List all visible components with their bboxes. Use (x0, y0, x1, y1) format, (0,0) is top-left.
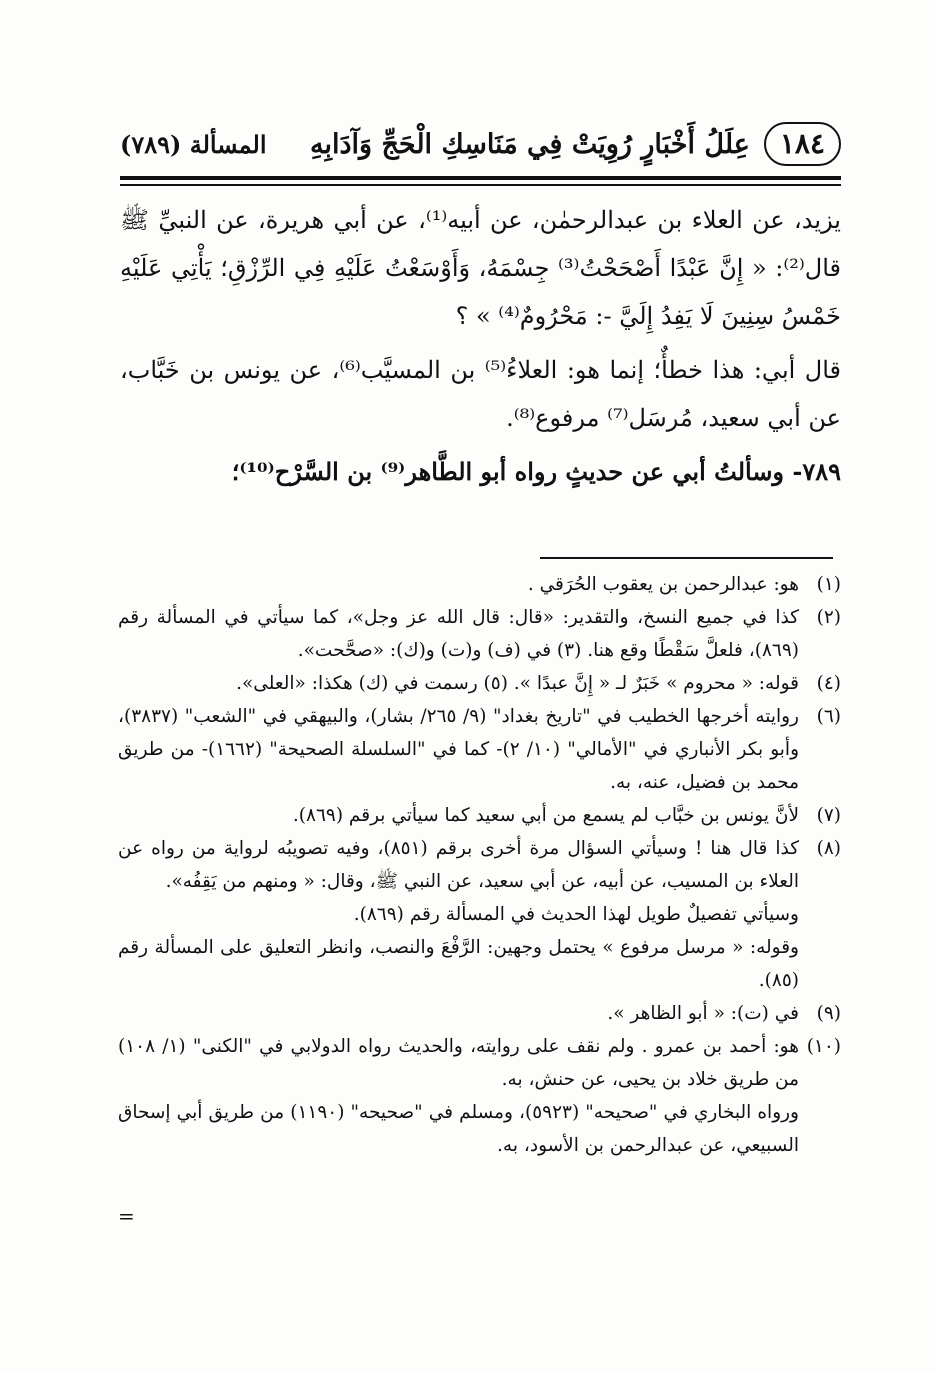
main-text (120, 196, 841, 502)
page-header (120, 118, 841, 170)
issue-number: المسألة (٧٨٩) (120, 129, 267, 159)
header-rule-thick (120, 176, 841, 180)
footnote-text: لأنَّ يونس بن خبَّاب لم يسمع من أبي سعيد كما سيأتي برقم (٨٦٩). (292, 805, 799, 826)
footnote-number: (٤) (816, 673, 841, 694)
footnote-item (118, 799, 841, 832)
footnote-text: قوله: « محروم » خَبَرٌ لـ « إِنَّ عبدًا ». (٥) رسمت في (ك) هكذا: «العلى». (236, 673, 799, 694)
footnote-continuation: ورواه البخاري في "صحيحه" (٥٩٢٣)، ومسلم في "صحيحه" (١١٩٠) من طريق أبي إسحاق السبيعي، عن عبدالرحمن بن الأسود، به. (118, 1102, 799, 1156)
footnote-text: هو: عبدالرحمن بن يعقوب الحُرَقي . (527, 574, 799, 595)
footnote-item (118, 700, 841, 799)
page-number: ١٨٤ (764, 122, 841, 166)
paragraph-1: يزيد، عن العلاء بن عبدالرحمٰن، عن أبيه⁽¹⁾، عن أبي هريرة، عن النبيِّ ﷺ قال⁽²⁾: « إِنَّ عَبْدًا أَصْحَحْتُ⁽³⁾ جِسْمَهُ، وَأَوْسَعْتُ عَلَيْهِ فِي الرِّزْقِ؛ يَأْتِي عَلَيْهِ خَمْسُ سِنِينَ لَا يَفِدُ إِلَيَّ -: مَحْرُومٌ⁽⁴⁾ » ؟ (120, 206, 841, 330)
footnote-item (118, 601, 841, 667)
footnote-text: روايته أخرجها الخطيب في "تاريخ بغداد" (٩/ ٢٦٥/ بشار)، والبيهقي في "الشعب" (٣٨٣٧)، وأبو بكر الأنباري في "الأمالي" (١٠/ ٢)- كما في "السلسلة الصحيحة" (١٦٦٢)- من طريق محمد بن فضيل، عنه، به. (118, 706, 800, 793)
footnote-number: (٢) (816, 607, 841, 628)
footnote-number: (٧) (816, 805, 841, 826)
footnote-number: (١٠) (806, 1036, 841, 1057)
footnote-text: هو: أحمد بن عمرو . ولم نقف على روايته، والحديث رواه الدولابي في "الكنى" (١/ ١٠٨) من طريق خلاد بن يحيى، عن حنش، به. (118, 1036, 799, 1090)
footnote-text: في (ت): « أبو الظاهر ». (607, 1003, 799, 1024)
paragraph-3: ٧٨٩- وسألتُ أبي عن حديثٍ رواه أبو الطَّاهر⁽⁹⁾ بن السَّرْح⁽¹⁰⁾؛ (231, 457, 841, 486)
running-title: عِلَلُ أَخْبَارٍ رُوِيَتْ فِي مَنَاسِكِ الْحَجِّ وَآدَابِهِ (310, 128, 750, 160)
footnote-number: (١) (816, 574, 841, 595)
footnote-continuation: وسيأتي تفصيلٌ طويل لهذا الحديث في المسألة رقم (٨٦٩). (353, 904, 799, 925)
paragraph-2: قال أبي: هذا خطأٌ؛ إنما هو: العلاءُ⁽⁵⁾ بن المسيَّب⁽⁶⁾، عن يونس بن خَبَّاب، عن أبي سعيد، مُرسَل⁽⁷⁾ مرفوع⁽⁸⁾. (120, 356, 841, 432)
footnote-item (118, 667, 841, 700)
footnote-item (118, 997, 841, 1030)
footnote-item (118, 832, 841, 898)
header-rule-thin (120, 184, 841, 186)
footnote-continuation: وقوله: « مرسل مرفوع » يحتمل وجهين: الرَّفْعَ والنصب، وانظر التعليق على المسألة رقم (٨٥). (118, 937, 799, 991)
continuation-mark: = (118, 1204, 135, 1228)
footnote-number: (٨) (816, 838, 841, 859)
footnote-separator (540, 557, 833, 559)
footnote-item (118, 1030, 841, 1096)
footnote-text: كذا في جميع النسخ، والتقدير: «قال: قال الله عز وجل»، كما سيأتي في المسألة رقم (٨٦٩)، فلعلَّ سَقْطًا وقع هنا. (٣) في (ف) و(ت) و(ك): «صحَّحت». (118, 607, 799, 661)
footnotes (118, 568, 841, 1162)
footnote-number: (٦) (816, 706, 841, 727)
footnote-text: كذا قال هنا ! وسيأتي السؤال مرة أخرى برقم (٨٥١)، وفيه تصويبُه لرواية من رواه عن العلاء بن المسيب، عن أبيه، عن أبي سعيد، عن النبي ﷺ، وقال: « ومنهم من يَقِفُه». (118, 838, 799, 892)
footnote-item (118, 568, 841, 601)
footnote-number: (٩) (816, 1003, 841, 1024)
